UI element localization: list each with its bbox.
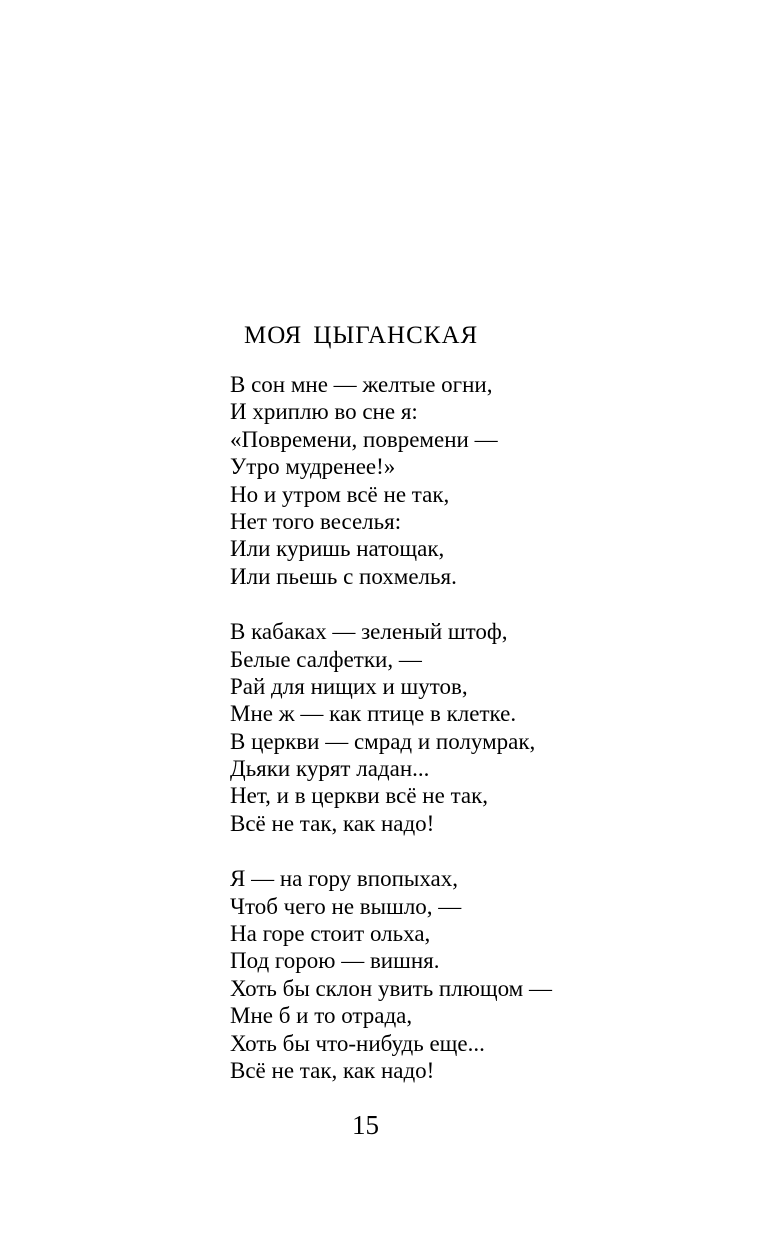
poem-line: Под горою — вишня. [230,948,440,974]
stanza-3 [230,865,552,1084]
poem-line: Но и утром всё не так, [230,481,450,507]
poem-line: Рай для нищих и шутов, [230,673,468,699]
poem-title: МОЯ ЦЫГАНСКАЯ [244,322,479,349]
stanza-2 [230,618,552,837]
poem-line: Или пьешь с похмелья. [230,563,457,589]
poem-line: Всё не так, как надо! [230,810,435,836]
poem-line: Нет, и в церкви всё не так, [230,783,489,809]
poem-line: Нет того веселья: [230,508,402,534]
poem-body [230,371,552,1084]
poem-line: Белые салфетки, — [230,646,422,672]
poem-line: Мне б и то отрада, [230,1003,413,1029]
page-number: 15 [352,1110,379,1140]
poem-line: Мне ж — как птице в клетке. [230,701,517,727]
stanza-1 [230,371,552,590]
poem-line: «Повремени, повремени — [230,426,498,452]
poem-line: Чтоб чего не вышло, — [230,893,462,919]
poem-line: Утро мудренее!» [230,454,396,480]
poem-line: Хоть бы склон увить плющом — [230,975,552,1001]
poem-line: Всё не так, как надо! [230,1057,435,1083]
poem-line: На горе стоит ольха, [230,921,431,947]
poem-line: Дьяки курят ладан... [230,756,430,782]
poem-line: В церкви — смрад и полумрак, [230,728,536,754]
poem-line: И хриплю во сне я: [230,399,418,425]
poem-line: Я — на гору впопыхах, [230,866,459,892]
poem-line: Хоть бы что-нибудь еще... [230,1030,485,1056]
poem-line: Или куришь натощак, [230,536,445,562]
poem-line: В сон мне — желтые огни, [230,372,493,397]
poem-line: В кабаках — зеленый штоф, [230,619,508,645]
